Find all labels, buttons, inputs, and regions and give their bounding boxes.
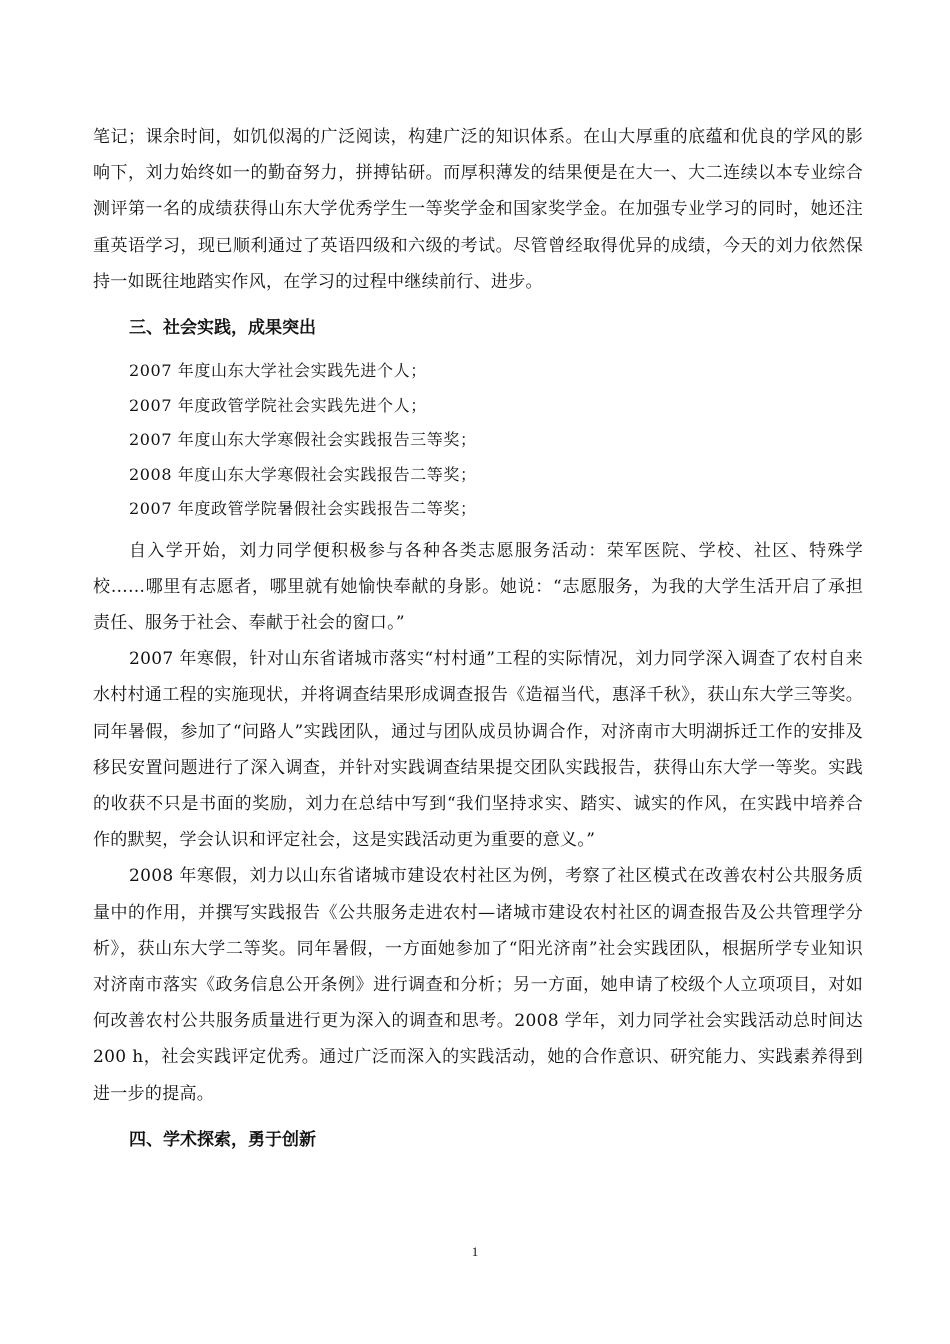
- award-item: 2007 年度政管学院暑假社会实践报告二等奖；: [129, 499, 477, 519]
- paragraph-volunteer: 自入学开始，刘力同学便积极参与各种各类志愿服务活动：荣军医院、学校、社区、特殊学校……哪里有志愿者，哪里就有她愉快奉献的身影。她说：“志愿服务，为我的大学生活开启了承担责任、服务于社会、奉献于社会的窗口。”: [93, 540, 863, 633]
- paragraph-2007-practice: 2007 年寒假，针对山东省诸城市落实“村村通”工程的实际情况，刘力同学深入调查了农村自来水村村通工程的实施现状，并将调查结果形成调查报告《造福当代，惠泽千秋》，获山东大学三等奖。同年暑假，参加了“问路人”实践团队，通过与团队成员协调合作，对济南市大明湖拆迁工作的安排及移民安置问题进行了深入调查，并针对实践调查结果提交团队实践报告，获得山东大学一等奖。实践的收获不只是书面的奖励，刘力在总结中写到“我们坚持求实、踏实、诚实的作风，在实践中培养合作的默契，学会认识和评定社会，这是实践活动更为重要的意义。”: [93, 649, 863, 851]
- award-item: 2007 年度政管学院社会实践先进个人；: [129, 395, 427, 415]
- paragraph-study-summary: 笔记；课余时间，如饥似渴的广泛阅读，构建广泛的知识体系。在山大厚重的底蕴和优良的学风的影响下，刘力始终如一的勤奋努力，拼搏钻研。而厚积薄发的结果便是在大一、大二连续以本专业综合测评第一名的成绩获得山东大学优秀学生一等奖学金和国家奖学金。在加强专业学习的同时，她还注重英语学习，现已顺利通过了英语四级和六级的考试。尽管曾经取得优异的成绩，今天的刘力依然保持一如既往地踏实作风，在学习的过程中继续前行、进步。: [93, 127, 863, 292]
- page-number: 1: [471, 1244, 479, 1259]
- award-item: 2007 年度山东大学社会实践先进个人；: [129, 361, 427, 381]
- section-heading-academic: 四、学术探索，勇于创新: [129, 1129, 316, 1150]
- paragraph-2008-practice: 2008 年寒假，刘力以山东省诸城市建设农村社区为例，考察了社区模式在改善农村公共服务质量中的作用，并撰写实践报告《公共服务走进农村—诸城市建设农村社区的调查报告及公共管理学分析》，获山东大学二等奖。同年暑假，一方面她参加了“阳光济南”社会实践团队，根据所学专业知识对济南市落实《政务信息公开条例》进行调查和分析；另一方面，她申请了校级个人立项项目，对如何改善农村公共服务质量进行更为深入的调查和思考。2008 学年，刘力同学社会实践活动总时间达 200 h，社会实践评定优秀。通过广泛而深入的实践活动，她的合作意识、研究能力、实践素养得到进一步的提高。: [93, 866, 863, 1104]
- section-heading-social-practice: 三、社会实践，成果突出: [129, 318, 316, 339]
- document-body: [93, 119, 863, 1166]
- award-item: 2008 年度山东大学寒假社会实践报告二等奖；: [129, 464, 477, 484]
- award-item: 2007 年度山东大学寒假社会实践报告三等奖；: [129, 430, 477, 450]
- award-list: [93, 354, 863, 527]
